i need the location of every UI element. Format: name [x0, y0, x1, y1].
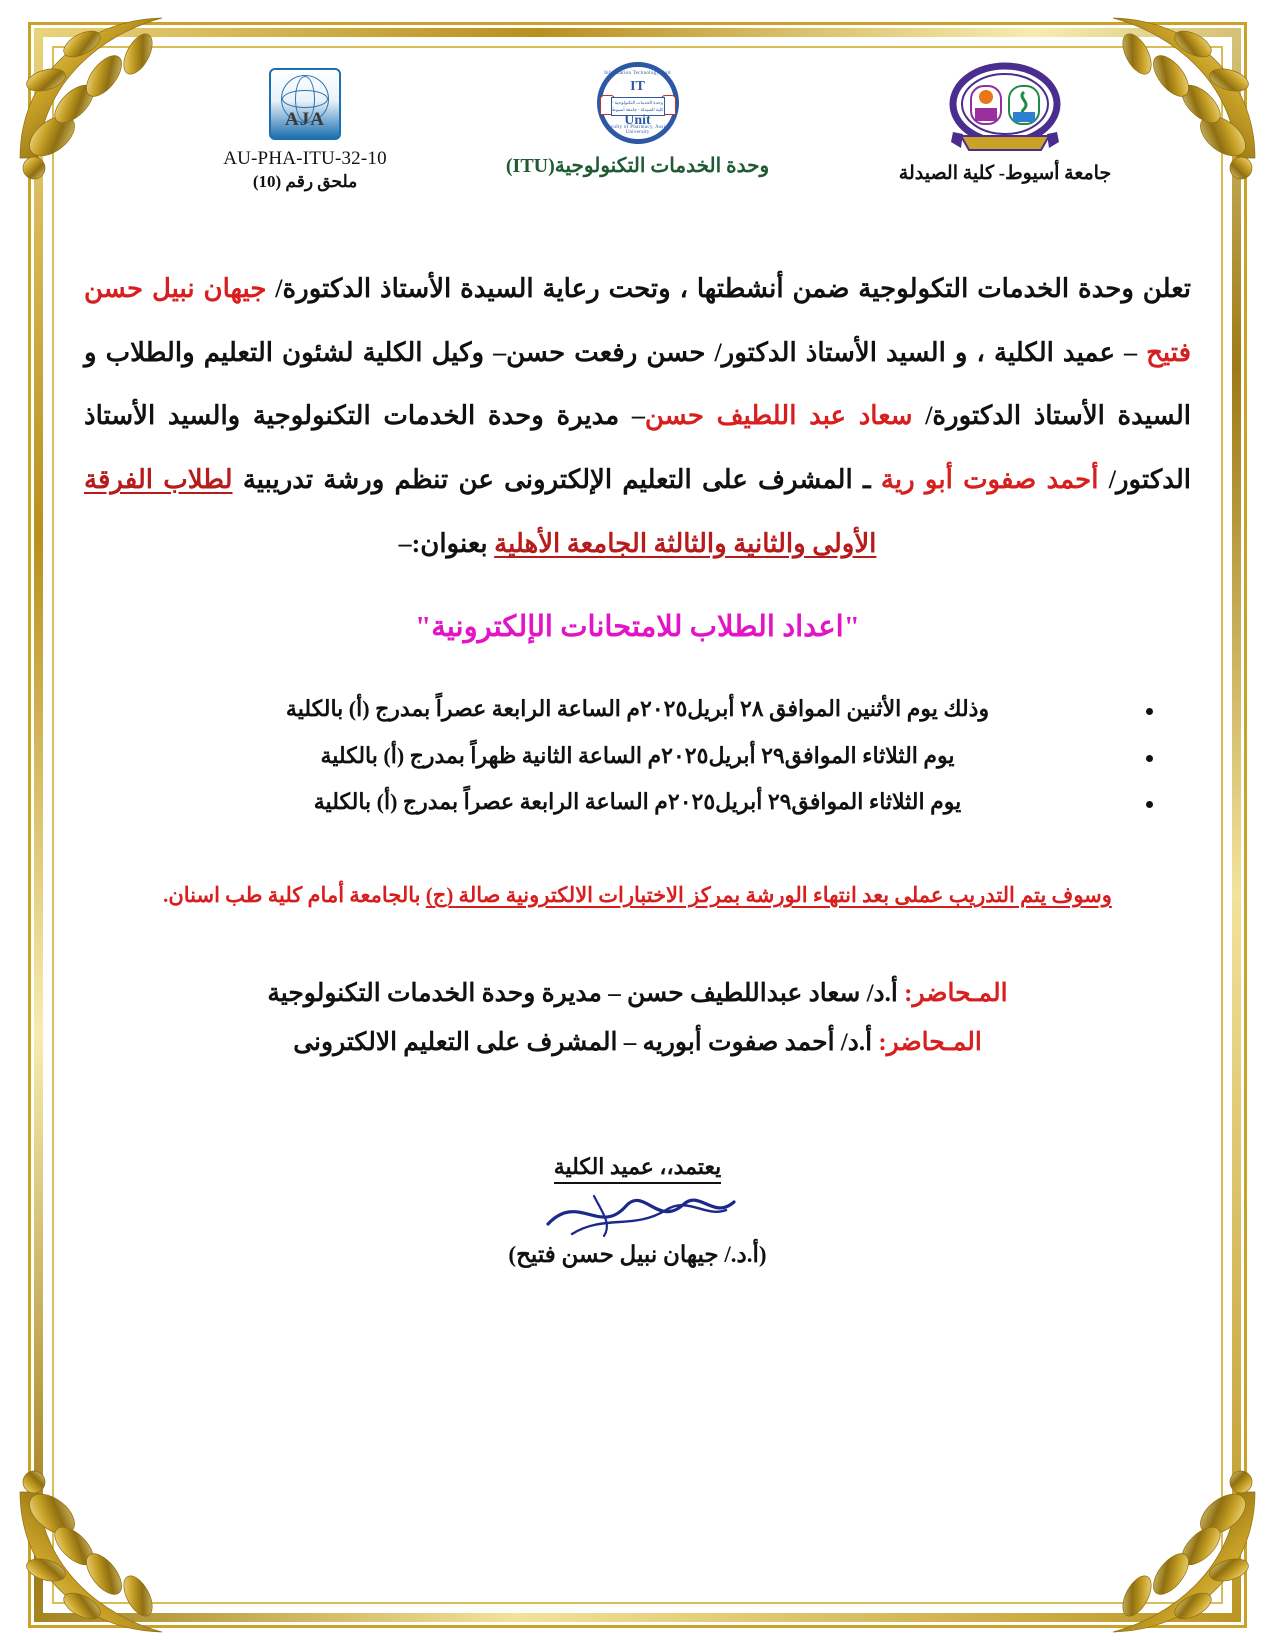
lecturer-label: المـحاضر:: [878, 1028, 982, 1056]
schedule-text: يوم الثلاثاء الموافق٢٩ أبريل٢٠٢٥م الساعة الرابعة عصراً بمدرج (أ) بالكلية: [313, 788, 962, 814]
assiut-university-logo-icon: [941, 62, 1069, 158]
badge-center-text: وحدة الخدمات التكنولوجية - كلية الصيدلة - جامعة أسيوط: [611, 97, 665, 116]
badge-it-text: IT: [630, 79, 645, 94]
signer-name: (أ.د./ جيهان نبيل حسن فتيح): [508, 1241, 767, 1267]
lecturer-label: المـحاضر:: [904, 980, 1008, 1007]
itu-director-name: سعاد عبد اللطيف حسن: [644, 401, 913, 431]
dean-name: جيهان نبيل حسن فتيح: [84, 274, 1191, 367]
university-caption: جامعة أسيوط- كلية الصيدلة: [898, 163, 1112, 184]
schedule-text: وذلك يوم الأثنين الموافق ٢٨ أبريل٢٠٢٥م الساعة الرابعة عصراً بمدرج (أ) بالكلية: [285, 696, 990, 722]
badge-ring-bottom-text: Faculty of Pharmacy, Assiut University: [605, 125, 670, 135]
paragraph-segment-4: ـ المشرف على التعليم الإلكترونى عن تنظم ورشة تدريبية: [232, 465, 881, 495]
signature-block: [70, 1154, 1205, 1268]
elearning-supervisor-name: أحمد صفوت أبو رية: [880, 465, 1099, 495]
approval-label: يعتمد،، عميد الكلية: [554, 1154, 722, 1184]
badge-ring-top-text: Information Technology Unit: [604, 71, 671, 76]
schedule-list: [154, 686, 1121, 825]
bullet-icon: [1146, 755, 1153, 762]
announcement-paragraph: [70, 257, 1205, 575]
document-content: [70, 62, 1205, 1588]
paragraph-segment-3: – مديرة وحدة الخدمات التكنولوجية والسيد الأستاذ الدكتور/: [84, 401, 1191, 495]
workshop-title: "اعداد الطلاب للامتحانات الإلكترونية": [415, 611, 860, 644]
university-logo-block: [875, 62, 1135, 185]
list-item: [154, 686, 1121, 732]
paragraph-segment-2: – عميد الكلية ، و السيد الأستاذ الدكتور/ حسن رفعت حسن– وكيل الكلية لشئون التعليم والطلاب و السيدة الأستاذ الدكتورة/: [84, 337, 1191, 431]
bullet-icon: [1146, 801, 1153, 808]
aja-logo-text: AJA: [285, 109, 325, 130]
aja-logo-block: [175, 68, 435, 192]
badge-unit-text: Unit: [624, 113, 651, 128]
aja-logo-icon: [269, 68, 341, 140]
paragraph-segment-5: بعنوان:–: [398, 528, 495, 558]
bullet-icon: [1146, 708, 1153, 715]
lecturer-row: [70, 970, 1205, 1019]
it-unit-badge-icon: [597, 62, 679, 144]
practical-training-note: [70, 883, 1205, 908]
paragraph-segment-1: تعلن وحدة الخدمات التكولوجية ضمن أنشطتها ، وتحت رعاية السيدة الأستاذ الدكتورة/: [266, 274, 1191, 303]
handwritten-signature-icon: [70, 1184, 1205, 1244]
list-item: [154, 779, 1121, 825]
lecturer-name: أ.د/ أحمد صفوت أبوريه – المشرف على التعليم الالكترونى: [293, 1028, 879, 1056]
target-student-groups: لطلاب الفرقة الأولى والثانية والثالثة الجامعة الأهلية: [84, 465, 877, 558]
lecturer-row: [70, 1019, 1205, 1068]
document-annex-number: ملحق رقم (10): [252, 172, 358, 191]
itu-logo-block: [488, 62, 788, 178]
itu-caption: وحدة الخدمات التكنولوجية(ITU): [505, 155, 770, 177]
lecturer-name: أ.د/ سعاد عبداللطيف حسن – مديرة وحدة الخدمات التكنولوجية: [267, 980, 905, 1007]
practical-training-underlined: وسوف يتم التدريب عملى بعد انتهاء الورشة بمركز الاختبارات الالكترونية صالة (ج): [425, 883, 1112, 907]
header-logos: [70, 62, 1205, 247]
practical-training-rest: بالجامعة أمام كلية طب اسنان.: [163, 883, 426, 907]
lecturers-block: [70, 970, 1205, 1068]
document-code: AU-PHA-ITU-32-10: [223, 148, 387, 169]
schedule-text: يوم الثلاثاء الموافق٢٩ أبريل٢٠٢٥م الساعة الثانية ظهراً بمدرج (أ) بالكلية: [320, 742, 955, 768]
list-item: [154, 733, 1121, 779]
